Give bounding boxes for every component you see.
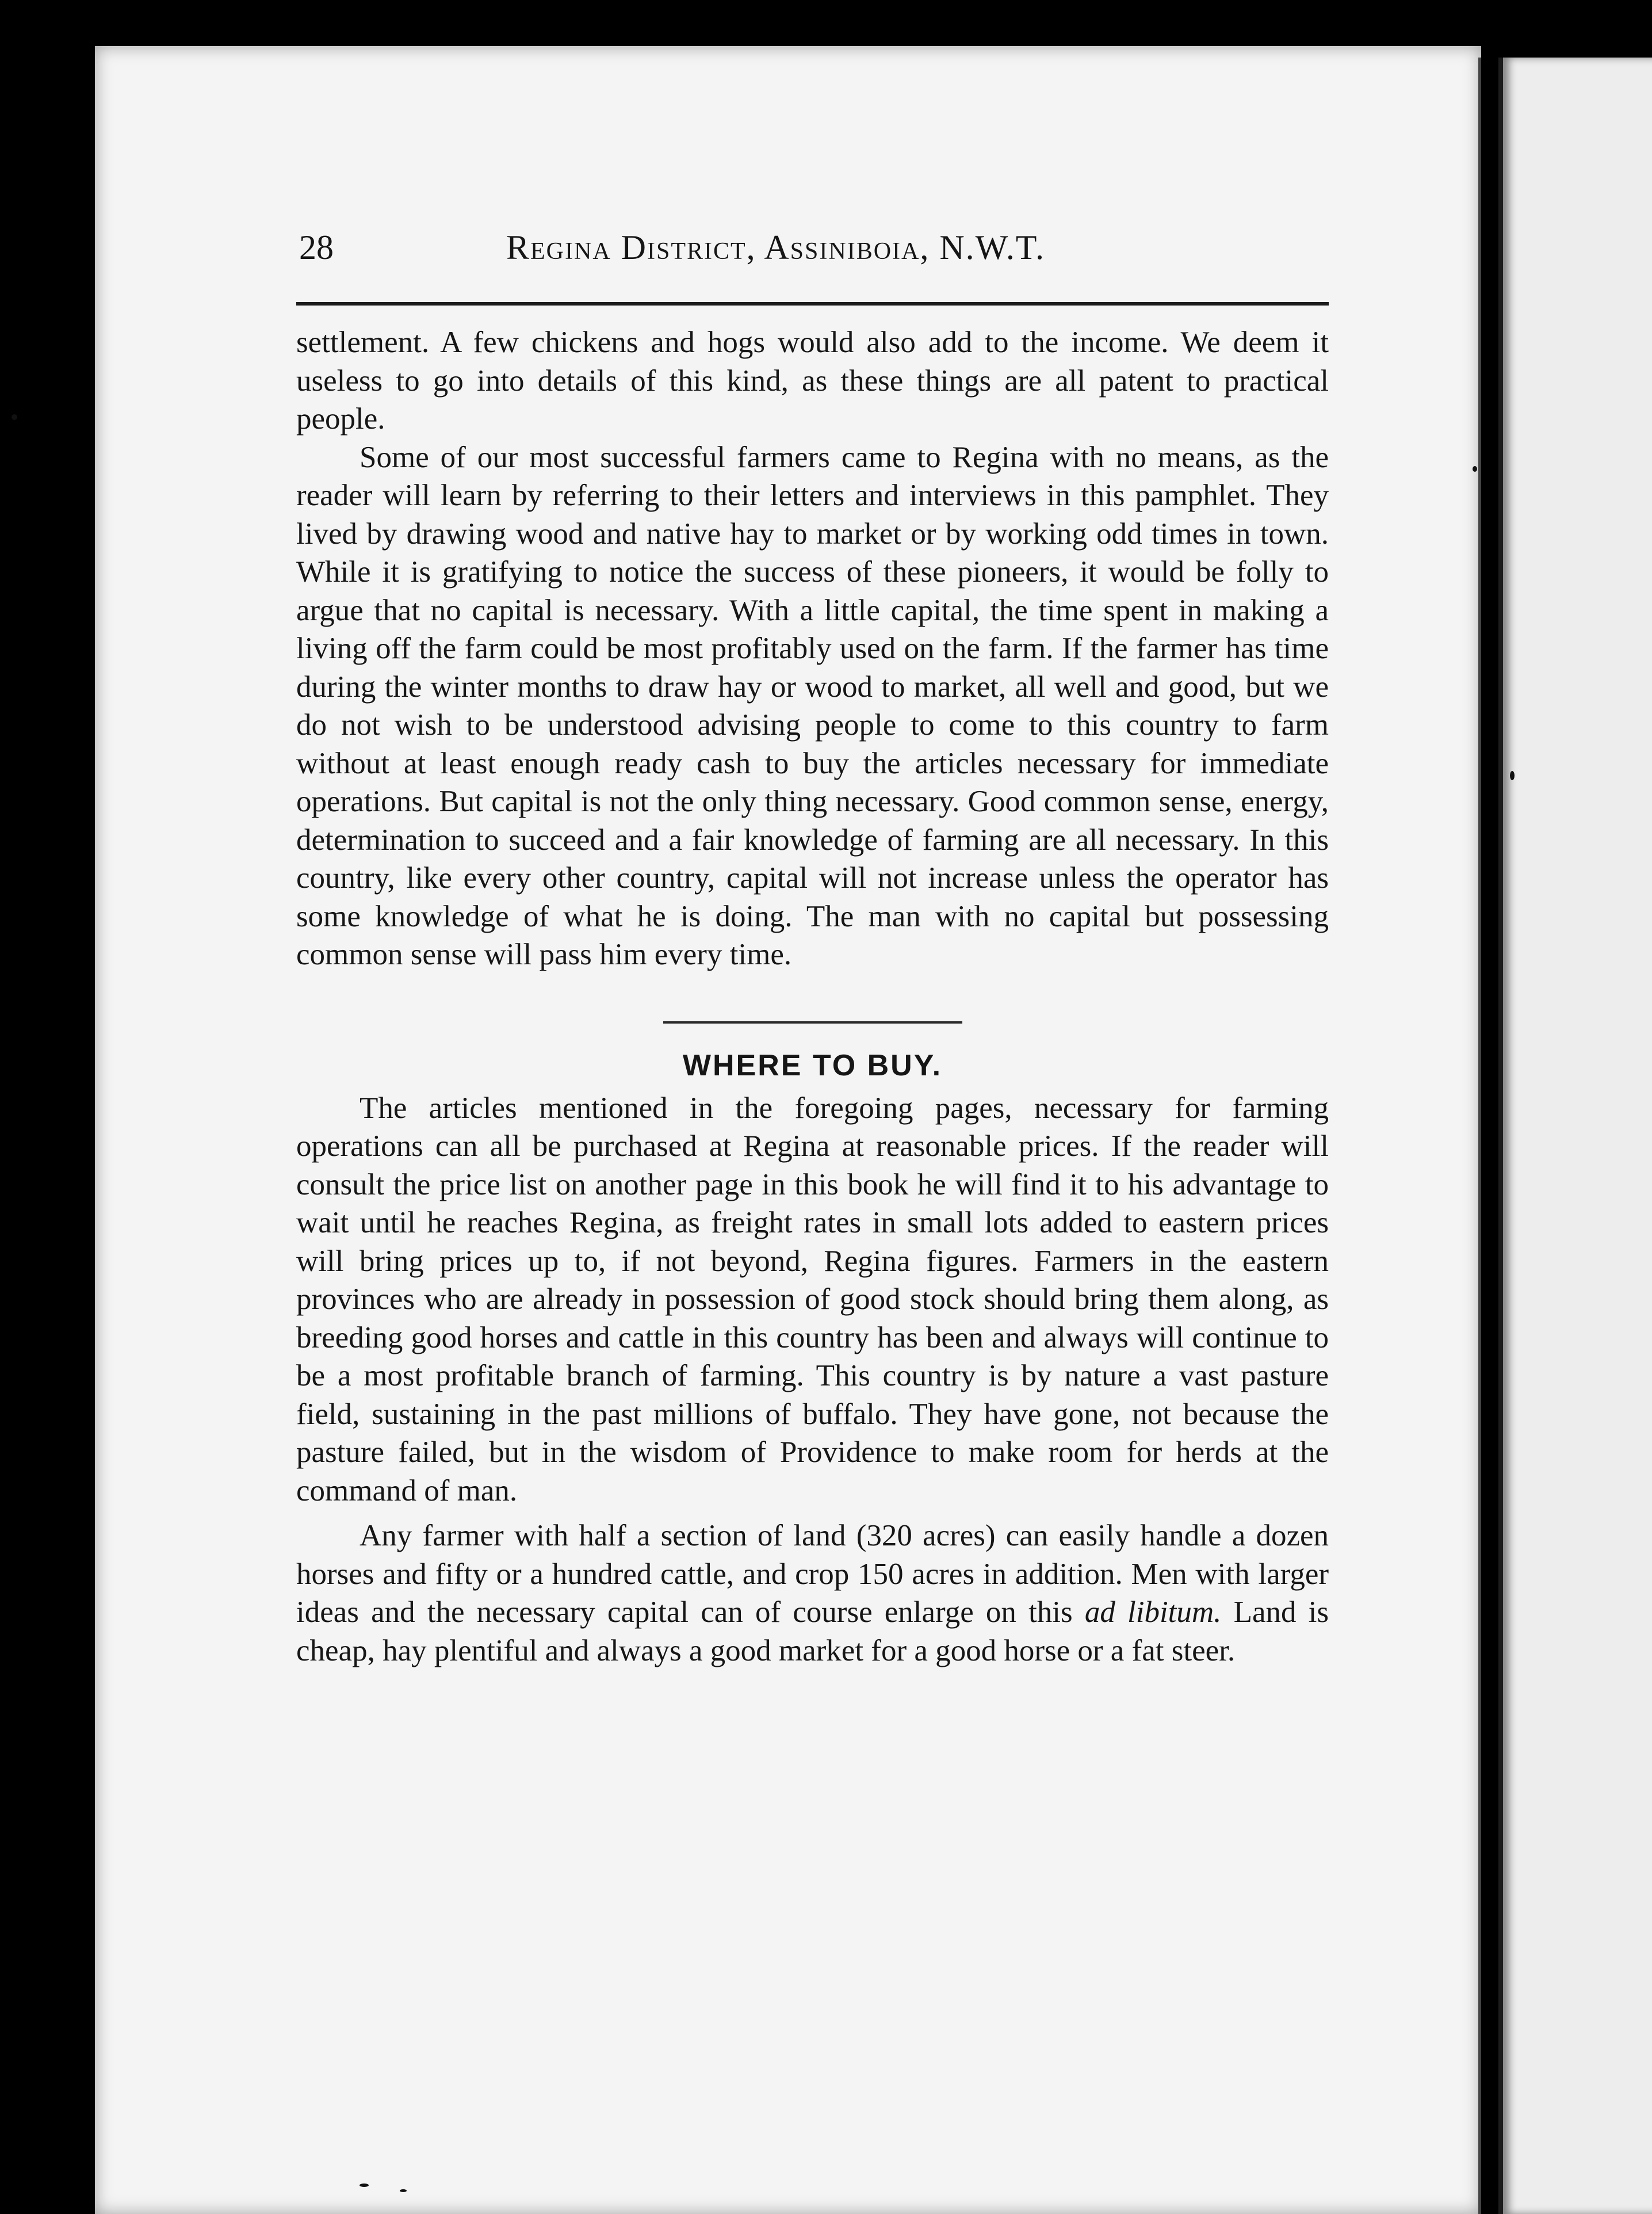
scan-speck (400, 2189, 407, 2192)
scan-speck (12, 414, 17, 420)
paragraph-where-to-buy: The articles mentioned in the foregoing pages, necessary for farming operations can all be purchased at Regina at reasonable prices. If the reader will consult the price list on another page in this book he will find it to his advantage to wait until he reaches Regina, as freight rates in small lots added to eastern prices will bring prices up to, if not beyond, Regina figures. Farmers in the eastern provinces who are already in possession of good stock should bring them along, as breeding good horses and cattle in this country has been and always will continue to be a most profitable branch of farming. This country is by nature a vast pasture field, sustaining in the past millions of buffalo. They have gone, not because the pasture failed, but in the wisdom of Providence to make room for herds at the command of man. (296, 1091, 1329, 1507)
paragraph-capital: Some of our most successful farmers came to Regina with no means, as the reader will learn by referring to their letters and interviews in this pamphlet. They lived by drawing wood and native hay to market or by working odd times in town. While it is gratifying to notice the success of these pioneers, it would be folly to argue that no capital is necessary. With a little capital, the time spent in making a living off the farm could be most profitably used on the farm. If the farmer has time during the winter months to draw hay or wood to market, all well and good, but we do not wish to be understood advising people to come to this country to farm without at least enough ready cash to buy the articles necessary for immediate operations. But capital is not the only thing necessary. Good common sense, energy, determination to succeed and a fair knowledge of farming are all necessary. In this country, like every other country, capital will not increase unless the operator has some knowledge of what he is doing. The man with no capital but possessing common sense will pass him every time. (296, 440, 1329, 971)
body-text (296, 323, 1329, 1670)
scan-speck (1473, 466, 1477, 472)
section-heading: WHERE TO BUY. (682, 1048, 943, 1082)
header-rule (296, 302, 1329, 306)
page-gutter (1478, 58, 1481, 2214)
section-divider (663, 1021, 962, 1024)
text-run: Any farmer with half a section of land (320 acres) can easily handle a dozen horses and fifty or a hundred cattle, and crop 150 acres in addition. Men with larger ideas and the necessary capital can of course enlarge on this (296, 1519, 1329, 1629)
text-run: Land is cheap, hay plentiful and always a good market for a good horse or a fat steer. (296, 1595, 1329, 1667)
italic-phrase: ad libitum. (1084, 1595, 1222, 1629)
facing-page-edge (1498, 58, 1652, 2214)
running-title: Regina District, Assiniboia, N.W.T. (506, 228, 1046, 266)
paragraph-half-section (296, 1517, 1329, 1670)
page-number: 28 (299, 228, 334, 266)
paragraph-continuation: settlement. A few chickens and hogs would also add to the income. We deem it useless to go into details of this kind, as these things are all patent to practical people. (296, 326, 1329, 436)
running-head (299, 224, 1329, 276)
scan-speck (360, 2184, 369, 2187)
scan-speck (1510, 771, 1515, 780)
